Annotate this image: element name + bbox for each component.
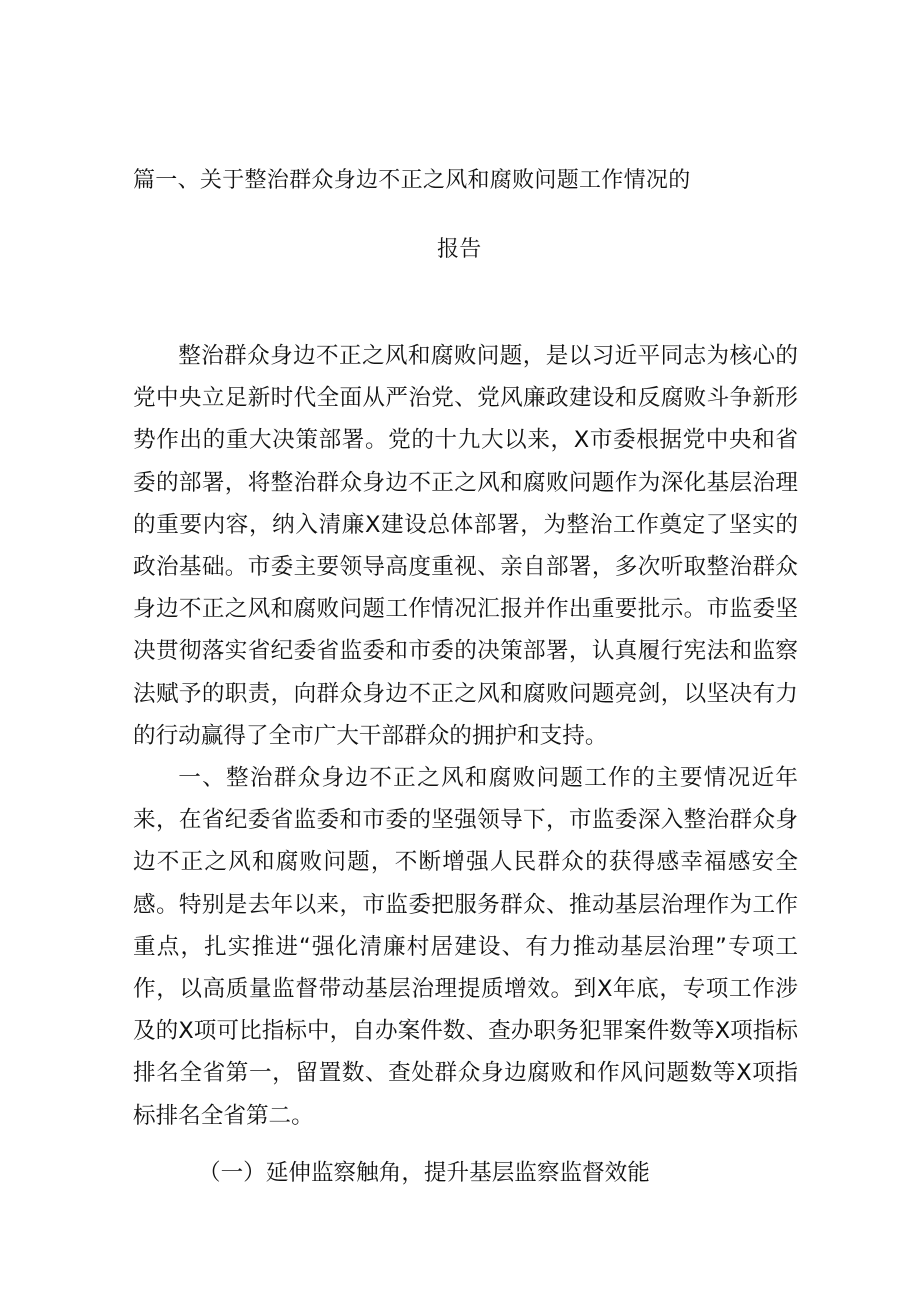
body-paragraph-intro: 整治群众身边不正之风和腐败问题，是以习近平同志为核心的党中央立足新时代全面从严治党、党风廉政建设和反腐败斗争新形势作出的重大决策部署。党的十九大以来，X市委根据党中央和省委的部署，将整治群众身边不正之风和腐败问题作为深化基层治理的重要内容，纳入清廉X建设总体部署，为整治工作奠定了坚实的政治基础。市委主要领导高度重视、亲自部署，多次听取整治群众身边不正之风和腐败问题工作情况汇报并作出重要批示。市监委坚决贯彻落实省纪委省监委和市委的决策部署，认真履行宪法和监察法赋予的职责，向群众身边不正之风和腐败问题亮剑，以坚决有力的行动赢得了全市广大干部群众的拥护和支持。 (133, 343, 798, 749)
document-title-line-2: 报告 (437, 237, 482, 262)
document-body (133, 335, 798, 1137)
document-title-line-1: 篇一、关于整治群众身边不正之风和腐败问题工作情况的 (133, 168, 691, 193)
section-subheading: （一）延伸监察触角，提升基层监察监督效能 (198, 1160, 650, 1186)
body-paragraph-section-one: 一、整治群众身边不正之风和腐败问题工作的主要情况近年来，在省纪委省监委和市委的坚强领导下，市监委深入整治群众身边不正之风和腐败问题，不断增强人民群众的获得感幸福感安全感。特别是去年以来，市监委把服务群众、推动基层治理作为工作重点，扎实推进“强化清廉村居建设、有力推动基层治理”专项工作，以高质量监督带动基层治理提质增效。到X年底，专项工作涉及的X项可比指标中，自办案件数、查办职务犯罪案件数等X项指标排名全省第一，留置数、查处群众身边腐败和作风问题数等X项指标排名全省第二。 (133, 765, 798, 1129)
